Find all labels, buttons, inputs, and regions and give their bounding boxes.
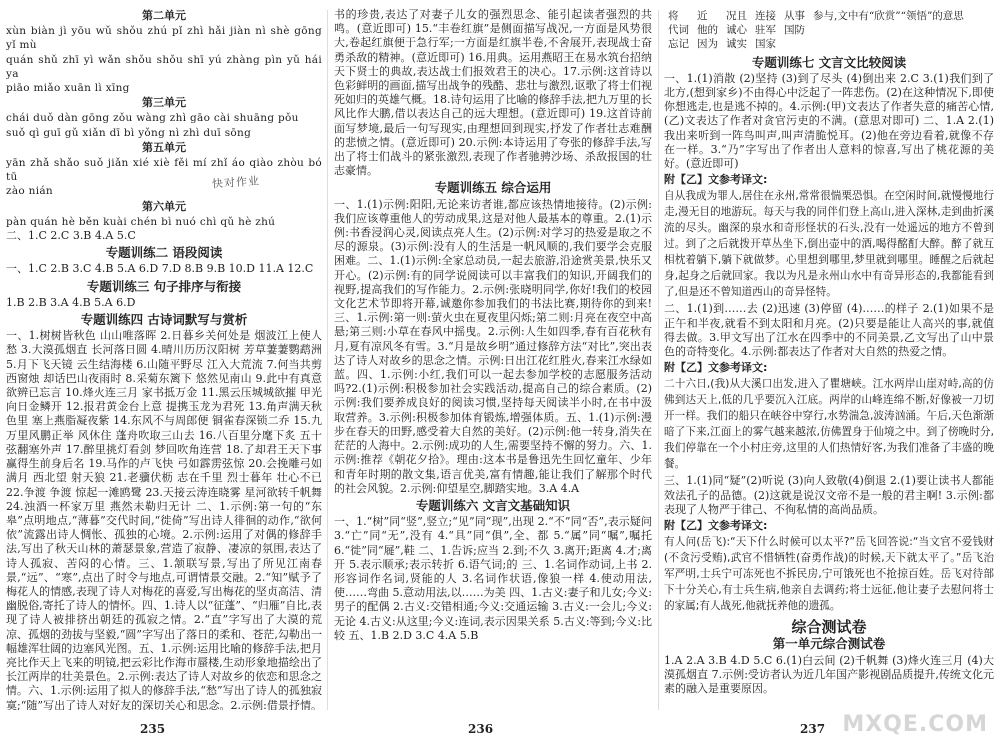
answer-paragraph: 一、1.(1)消散 (2)坚持 (3)到了尽头 (4)倒出来 2.C 3.(1)我们到了北方,(想到家乡)不由得心中泛起了一阵悲伤。(2)在这种情况下,即使你想逃走,也是逃不掉的。4.示例:(甲)文表达了作者失意的痛苦心情,(乙)文表达了作者对贪官污吏的不满。(意思对即可) 二、1.A 2.(1)我出来听到一阵鸟叫声,叫声清脆悦耳。(2)他在旁边看着,就像不存在一样。3.“乃”字写出了作者出人意料的惊喜,写出了桃花源的美好。(意近即可) (664, 71, 994, 171)
grid-cell: 驻军 (755, 24, 776, 37)
pinyin-line: suǒ qì guī gǔ xiǎn dī bì yǒng nì zhì duī sōng (6, 126, 252, 139)
grid-cell: 诚心 (726, 24, 747, 37)
section-heading: 第一单元综合测试卷 (772, 636, 886, 652)
reference-heading: 附【乙】文参考译文: (664, 173, 768, 187)
pinyin-line: xùn biàn jì yōu wǔ shǒu zhú pǐ zhì hǎi jiàn nì shè gōng yǐ mù (6, 25, 322, 52)
grid-cell: 代词 (668, 24, 689, 37)
section-heading: 专题训练四 古诗词默写与赏析 (80, 312, 248, 328)
unit-heading: 第三单元 (142, 96, 186, 110)
section-heading: 专题训练六 文言文基础知识 (415, 497, 571, 513)
answer-paragraph: 一、1.C 2.B 3.C 4.B 5.A 6.D 7.D 8.B 9.B 10.D 11.A 12.C (6, 262, 314, 276)
grid-cell: 因为 (697, 38, 718, 51)
grid-cell: 国防 (784, 24, 805, 37)
test-title: 综合测试卷 (791, 618, 867, 637)
section-heading: 专题训练二 语段阅读 (105, 245, 223, 261)
pinyin-line: quán shǔ zhī yì wǎn shǒu shǒu shī yú zhàng pìn yǔ hái ya (6, 53, 322, 80)
column-divider (327, 10, 328, 710)
pinyin-line: piāo miǎo xuān lì xīng (6, 82, 130, 95)
answer-paragraph: 1.B 2.B 3.A 4.B 5.A 6.D (6, 295, 136, 309)
unit-heading: 第二单元 (142, 9, 186, 22)
grid-cell: 诚实 (726, 38, 747, 51)
reference-heading: 附【乙】文参考译文: (664, 519, 768, 533)
grid-note: 参与,文中有“欣赏”“领悟”的意思 (813, 10, 964, 22)
grid-cell: 国家 (755, 38, 776, 51)
word-grid (664, 9, 968, 52)
unit-heading: 第五单元 (142, 140, 186, 154)
section-heading: 专题训练七 文言文比较阅读 (751, 54, 907, 70)
answer-paragraph: 一、1.“树”同“竖”,竖立;“见”同“现”,出现 2.“不”同“否”,表示疑问 3.“亡”同“无”,没有 4.“具”同“俱”,全、都 5.“属”同“嘱”,嘱托 6.“徙”同“屣”,鞋 二、1.告诉;应当 2.到;不久 3.离开;距离 4.才;离开 5.表示顺承;表示转折 6.语气词;的 三、1.名词作动词,上书 2.形容词作名词,贤能的人 3.名词作状语,像狼一样 4.使动用法,使……弯曲 5.意动用法,以……为美 四、1.古义:妻子和儿女;今义:男子的配偶 2.古义:交错相通;今义:交通运输 3.古义:一会儿;今义:无论 4.古义:从这里;今义:连词,表示因果关系 5.古义:等到;今义:比较 五、1.B 2.D 3.C 4.A 5.B (334, 515, 652, 642)
pinyin-line: yān zhǎ shǎo suǒ jiǎn xié xiè fěi mí zhǐ áo qiào zhòu bó tū (6, 157, 322, 184)
grid-cell: 近 (697, 10, 708, 22)
page-number: 237 (800, 721, 826, 736)
watermark: MXQE.COM (842, 711, 988, 737)
grid-cell: 连接 (755, 10, 776, 22)
grid-cell: 将 (668, 10, 679, 22)
stamp-text: 快对作业 (211, 174, 261, 191)
grid-cell: 他的 (697, 24, 718, 37)
grid-cell: 忘记 (668, 38, 689, 51)
page-column-237 (664, 8, 994, 710)
reference-heading: 附【乙】文参考译文: (664, 361, 768, 375)
pinyin-line: zào nián (6, 185, 53, 198)
answer-paragraph: 1.A 2.A 3.B 4.D 5.C 6.(1)白云间 (2)千帆舞 (3)烽火连三月 (4)大漠孤烟直 7.示例:受访者认为近几年国产影视剧品质提升,传统文化元素的融入是重要原因。 (664, 653, 994, 696)
column-divider (658, 10, 659, 710)
page-column-236 (334, 8, 652, 710)
answer-paragraph: 一、1.树树皆秋色 山山唯落晖 2.日暮乡关何处是 烟波江上使人愁 3.大漠孤烟直 长河落日圆 4.晴川历历汉阳树 芳草萋萋鹦鹉洲 5.月下飞天镜 云生结海楼 6.山随平野尽 江入大荒流 7.何当共剪西窗烛 却话巴山夜雨时 8.采菊东篱下 悠然见南山 9.此中有真意 欲辨已忘言 10.烽火连三月 家书抵万金 11.黑云压城城欲摧 甲光向日金鳞开 12.报君黄金台上意 提携玉龙为君死 13.角声满天秋色里 塞上燕脂凝夜紫 14.东风不与周郎便 铜雀春深锁二乔 15.九万里风鹏正举 风休住 蓬舟吹取三山去 16.八百里分麾下炙 五十弦翻塞外声 17.醉里挑灯看剑 梦回吹角连营 18.了却君王天下事 赢得生前身后名 19.马作的卢飞快 弓如霹雳弦惊 20.会挽雕弓如满月 西北望 射天狼 21.老骥伏枥 志在千里 烈士暮年 壮心不已 22.争渡 争渡 惊起一滩鸥鹭 23.天接云涛连晓雾 星河欲转千帆舞 24.浊酒一杯家万里 燕然未勒归无计 二、1.示例:第一句的“东皋”点明地点,“薄暮”交代时间,“徙倚”写出诗人徘徊的动作,“欲何依”流露出诗人惆怅、孤独的心境。2.示例:运用了对偶的修辞手法,写出了秋天山林的萧瑟景象,营造了寂静、凄凉的氛围,表达了诗人孤寂、苦闷的心情。三、1.颔联写景,写出了所见江南春景,“远”、“寒”,点出了时令与地点,可谓情景交融。2.“知”赋予了梅花人的情感,表现了诗人对梅花的喜爱,写出梅花的坚贞高洁、清幽脱俗,寄托了诗人的情怀。四、1.诗人以“征蓬”、“归雁”自比,表现了诗人被排挤出朝廷的孤寂之情。2.“直”字写出了大漠的荒凉、孤烟的劲拔与坚毅,“圆”字写出了落日的柔和、苍茫,勾勒出一幅雄浑壮阔的边塞风光图。五、1.示例:运用比喻的修辞手法,把月亮比作天上飞来的明镜,把云彩比作海市蜃楼,生动形象地描绘出了长江两岸的壮美景色。2.示例:表达了诗人对故乡的依恋和思念之情。六、1.示例:运用了拟人的修辞手法,“愁”写出了诗人的孤独寂寞;“随”写出了诗人对好友的深切关心和思念。2.示例:借景抒情。 (6, 329, 322, 710)
page-column-235 (6, 8, 322, 710)
unit-heading: 第六单元 (142, 199, 186, 213)
answer-paragraph: 二、1.(1)到……去 (2)迅速 (3)停留 (4)……的样子 2.(1)如果不是正午和半夜,就看不到太阳和月亮。(2)只要是能让人高兴的事,就值得去做。3.甲文写出了江水在四季中的不同美景,乙文写出了山中景色的奇特变化。4.示例:都表达了作者对大自然的热爱之情。 (664, 302, 994, 359)
translation-paragraph: 有人问(岳飞):“天下什么时候可以太平?”岳飞回答说:“当文官不爱钱财(不贪污受贿),武官不惜牺牲(奋勇作战)的时候,天下就太平了。”岳飞治军严明,士兵宁可冻死也不拆民房,宁可饿死也不抢掠百姓。岳飞对待部下十分关心,有士兵生病,他亲自去调药;将士远征,他让妻子去慰问将士的家属;有人战死,他就抚养他的遗孤。 (664, 536, 994, 613)
translation-paragraph: 二十六日,(我)从大溪口出发,进入了瞿塘峡。江水两岸山崖对峙,高的仿佛到达天上,低的几乎要沉入江底。两岸的山峰连绵不断,好像被一刀切开一样。我们的船只在峡谷中穿行,水势湍急,波涛汹涌。午后,天色渐渐暗了下来,江面上的雾气越来越浓,仿佛置身于仙境之中。到了傍晚时分,我们停靠在一个小村庄旁,这里的人们热情好客,为我们准备了丰盛的晚餐。 (664, 378, 994, 471)
page-number: 235 (140, 721, 166, 736)
section-heading: 专题训练五 综合运用 (434, 180, 552, 196)
pinyin-line: pàn quán hè běn kuài chén bì nuó chì qǔ hè zhú (6, 215, 276, 228)
grid-cell: 从事 (784, 10, 805, 22)
pinyin-line: chái duǒ dàn gōng zǒu wàng zhì gāo cài shuāng pǒu (6, 112, 299, 125)
section-heading: 专题训练三 句子排序与衔接 (86, 278, 242, 294)
answer-line: 二、1.C 2.C 3.B 4.A 5.C (6, 229, 136, 243)
page-number: 236 (468, 721, 494, 736)
answer-paragraph: 书的珍贵,表达了对妻子儿女的强烈思念、能引起读者强烈的共鸣。(意近即可) 15.“丰卷红旗”是侧面描写战况,一方面是风势很大,卷起红旗便于急行军;一方面是红旗半卷,不舍展开,表现战士奋勇杀敌的精神。(意近即可) 16.用典。运用燕昭王在易水筑台招纳天下贤士的典故,表达战士们报效君王的决心。17.示例:这首诗以色彩鲜明的画面,描写出战争的残酷、悲壮与激烈,讴歌了将士们视死如归的英雄气概。18.诗句运用了比喻的修辞手法,把九万里的长风比作大鹏,借以表达自己的远大理想。(意近即可) 19.这首诗前面写梦境,最后一句写现实,由理想回到现实,抒发了作者壮志难酬的悲愤之情。(意近即可) 20.示例:本诗运用了夸张的修辞手法,写出了将士们战斗的紧张激烈,表现了作者驰骋沙场、杀敌报国的壮志豪情。 (334, 8, 652, 178)
answer-paragraph: 一、1.(1)示例:阳阳,无论来访者谁,都应该热情地接待。(2)示例:我们应该尊重他人的劳动成果,这是对他人最基本的尊重。2.(1)示例:书香浸润心灵,阅读点亮人生。(2)示例:对学习的热爱是取之不尽的源泉。(3)示例:没有人的生活是一帆风顺的,我们要学会克服困难。二、1.(1)示例:全家总动员,一起去旅游,沿途赏美景,快乐又开心。(2)示例:有的同学说阅读可以丰富我们的知识,开阔我们的视野,提高我们的写作能力。2.示例:张晓明同学,你好!我们的校园文化艺术节即将开幕,诚邀你参加我们的书法比赛,期待你的到来!三、1.示例:第一则:萤火虫在夏夜里闪烁;第二则:月亮在夜空中高悬;第三则:小草在春风中摇曳。2.示例:人生如四季,春有百花秋有月,夏有凉风冬有雪。3.“月是故乡明”通过修辞方法“对比”,突出表达了诗人对故乡的思念之情。示例:日出江花红胜火,春来江水绿如蓝。四、1.示例:小红,我们可以一起去参加学校的志愿服务活动吗?2.(1)示例:积极参加社会实践活动,提高自己的综合素质。(2)示例:我们要养成良好的阅读习惯,坚持每天阅读半小时,在书中汲取营养。3.示例:积极参加体育锻炼,增强体质。五、1.(1)示例:漫步在春天的田野,感受着大自然的美好。(2)示例:他一转身,消失在茫茫的人海中。2.示例:成功的人生,需要坚持不懈的努力。六、1.示例:推荐《朝花夕拾》。理由:这本书是鲁迅先生回忆童年、少年和青年时期的散文集,语言优美,富有情趣,能让我们了解那个时代的社会风貌。2.示例:仰望星空,脚踏实地。3.A 4.A (334, 197, 652, 495)
answer-paragraph: 三、1.(1)同“疑”(2)听说 (3)向人致敬(4)倒退 2.(1)要让读书人都能效法孔子的品德。(2)这就是说汉文帝不是一般的君主啊! 3.示例:都表现了人物严于律己、不徇私情的高尚品质。 (664, 474, 994, 516)
grid-cell: 况且 (726, 10, 747, 22)
translation-paragraph: 自从我成为罪人,居住在永州,常常很惴栗恐惧。在空闲时间,就慢慢地行走,漫无目的地游玩。每天与我的同伴们登上高山,进入深林,走到曲折溪流的尽头。幽深的泉水和奇形怪状的石头,没有一处遥远的地方不曾到过。到了之后就拨开草丛坐下,倒出壶中的酒,喝得酩酊大醉。醉了就互相枕着躺下,躺下就做梦。心里想到哪里,梦里就到哪里。睡醒之后就起身,起身之后就回家。我以为凡是永州山水中有奇异形态的,我都能看到了,但是还不曾知道西山的奇异怪特。 (664, 190, 994, 299)
